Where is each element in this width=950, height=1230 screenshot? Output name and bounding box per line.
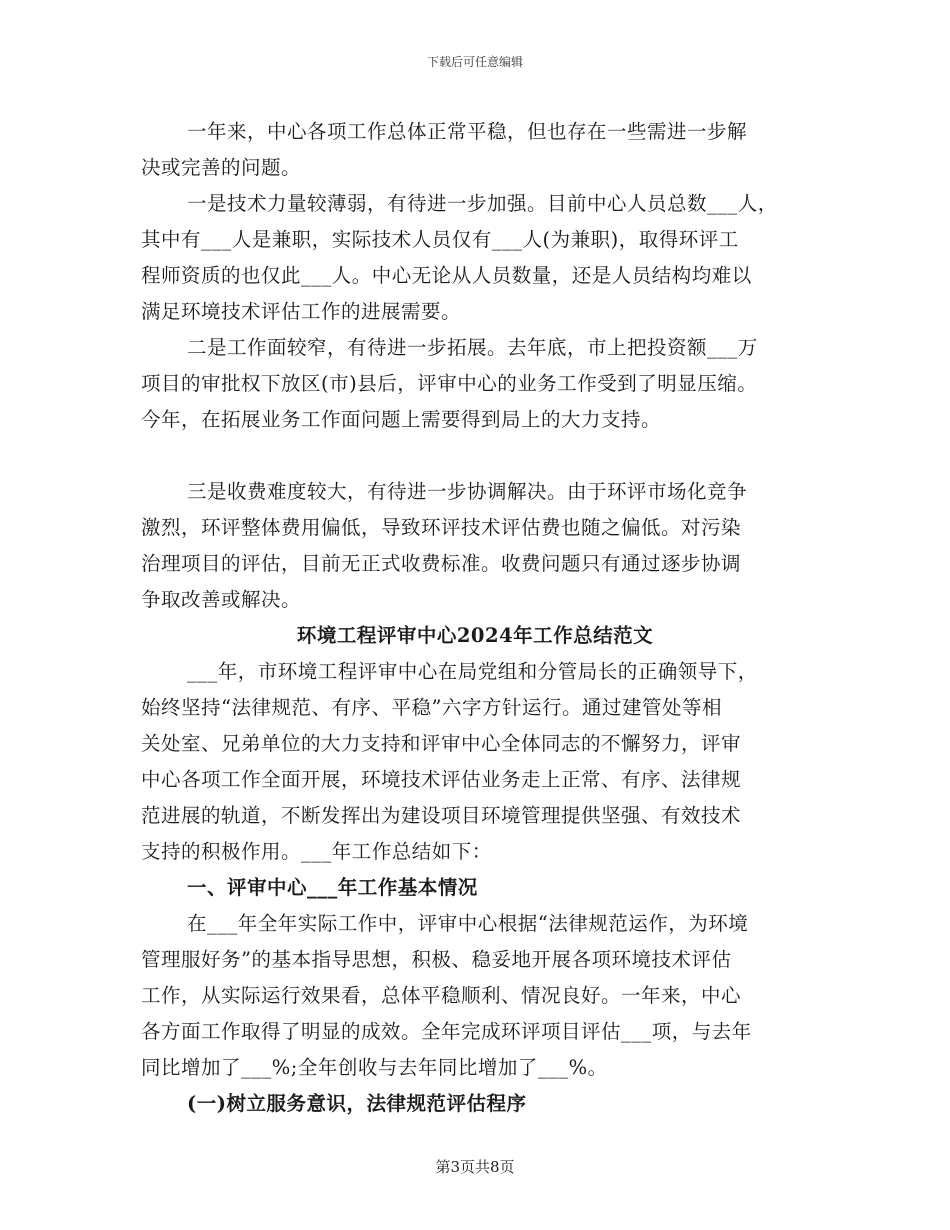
paragraph-line: 三是收费难度较大，有待进一步协调解决。由于环评市场化竞争 — [187, 480, 748, 503]
paragraph-line: 支持的积极作用。___年工作总结如下： — [141, 840, 492, 863]
paragraph-line: 范进展的轨道，不断发挥出为建设项目环境管理提供坚强、有效技术 — [141, 804, 742, 827]
paragraph-line: 决或完善的问题。 — [141, 156, 302, 179]
paragraph-line: 一年来，中心各项工作总体正常平稳，但也存在一些需进一步解 — [187, 120, 748, 143]
paragraph-line: 同比增加了___%;全年创收与去年同比增加了___%。 — [141, 1056, 608, 1079]
paragraph-line: 在___年全年实际工作中，评审中心根据“法律规范运作，为环境 — [187, 912, 749, 935]
paragraph-line: 程师资质的也仅此___人。中心无论从人员数量，还是人员结构均难以 — [141, 264, 752, 287]
section-heading: 一、评审中心___年工作基本情况 — [187, 876, 478, 899]
page-header: 下载后可任意编辑 — [426, 55, 523, 69]
paragraph-line: 满足环境技术评估工作的进展需要。 — [141, 300, 462, 323]
paragraph-line: 治理项目的评估，目前无正式收费标准。收费问题只有通过逐步协调 — [141, 552, 742, 575]
paragraph-line: 项目的审批权下放区(市)县后，评审中心的业务工作受到了明显压缩。 — [141, 372, 758, 395]
paragraph-line: 工作，从实际运行效果看，总体平稳顺利、情况良好。一年来，中心 — [141, 984, 742, 1007]
paragraph-line: 激烈，环评整体费用偏低，导致环评技术评估费也随之偏低。对污染 — [141, 516, 742, 539]
paragraph-line: 管理服好务”的基本指导思想，积极、稳妥地开展各项环境技术评估 — [141, 948, 732, 971]
paragraph-line: 争取改善或解决。 — [141, 588, 302, 611]
paragraph-line: 关处室、兄弟单位的大力支持和评审中心全体同志的不懈努力，评审 — [141, 732, 742, 755]
paragraph-line: 今年，在拓展业务工作面问题上需要得到局上的大力支持。 — [141, 408, 662, 431]
document-title: 环境工程评审中心2024年工作总结范文 — [296, 624, 654, 647]
paragraph-line: 二是工作面较窄，有待进一步拓展。去年底，市上把投资额___万 — [187, 336, 758, 359]
subsection-heading: (一)树立服务意识，法律规范评估程序 — [187, 1092, 527, 1115]
paragraph-line: 始终坚持“法律规范、有序、平稳”六字方针运行。通过建管处等相 — [141, 696, 722, 719]
paragraph-line: 其中有___人是兼职，实际技术人员仅有___人(为兼职)，取得环评工 — [141, 228, 739, 251]
paragraph-line: 中心各项工作全面开展，环境技术评估业务走上正常、有序、法律规 — [141, 768, 742, 791]
paragraph-line: 一是技术力量较薄弱，有待进一步加强。目前中心人员总数___人， — [187, 192, 778, 215]
paragraph-line: ___年，市环境工程评审中心在局党组和分管局长的正确领导下， — [187, 660, 758, 683]
page-number: 第3页共8页 — [435, 1158, 515, 1176]
paragraph-line: 各方面工作取得了明显的成效。全年完成环评项目评估___项，与去年 — [141, 1020, 752, 1043]
